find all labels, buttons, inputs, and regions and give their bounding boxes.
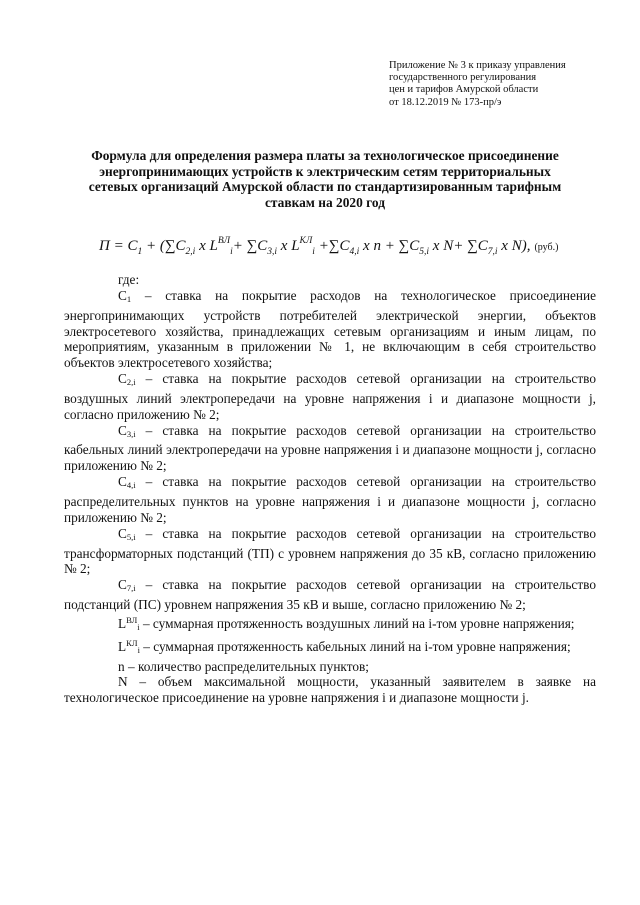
formula-term: +∑C bbox=[314, 238, 350, 254]
definition-text: – ставка на покрытие расходов сетевой организации на строительство распределительных пунктов на уровне напряжения i и диапазоне мощности j, согласно приложению № 2; bbox=[64, 474, 596, 525]
definition-c1 bbox=[64, 288, 596, 371]
appendix-line: Приложение № 3 к приказу управления bbox=[389, 60, 566, 71]
title-line: ставкам на 2020 год bbox=[264, 194, 385, 210]
definition-text: – ставка на покрытие расходов сетевой организации на строительство воздушных линий электропередачи на уровне напряжения i и диапазоне мощности j, согласно приложению № 2; bbox=[64, 371, 596, 422]
formula-subscript: 7,i bbox=[487, 247, 498, 257]
formula-term: х L bbox=[277, 238, 300, 254]
definition-subscript: 5,i bbox=[126, 531, 136, 542]
definition-text: – суммарная протяженность воздушных линий на i-том уровне напряжения; bbox=[139, 615, 575, 631]
definition-c7 bbox=[64, 577, 596, 613]
formula-term: х N), bbox=[497, 238, 531, 254]
definition-text: – ставка на покрытие расходов на технологическое присоединение энергопринимающих устройств потребителей электрической энергии, объектов электросетевого хозяйства, принадлежащих сетевым организациям и иным лицам, по мероприятиям, указанным в приложении № 1, не включающим в себя строительство объектов электросетевого хозяйства; bbox=[64, 287, 596, 371]
definition-c2 bbox=[64, 371, 596, 423]
definition-subscript: 4,i bbox=[126, 480, 136, 491]
definition-c4 bbox=[64, 474, 596, 526]
formula-subscript: i bbox=[312, 247, 315, 257]
definition-text: – количество распределительных пунктов; bbox=[124, 658, 369, 674]
appendix-header bbox=[389, 60, 589, 109]
formula-unit: (руб.) bbox=[534, 242, 559, 253]
definition-symbol: C bbox=[118, 474, 127, 490]
where-label: где: bbox=[118, 272, 140, 287]
formula-subscript: 5,i bbox=[419, 247, 430, 257]
definition-symbol: C bbox=[118, 422, 127, 438]
definition-symbol: C bbox=[118, 577, 127, 593]
definition-l-kl bbox=[64, 636, 596, 659]
formula-term: х L bbox=[195, 238, 218, 254]
definition-subscript: i bbox=[137, 644, 140, 655]
formula-superscript: ВЛ bbox=[217, 236, 231, 246]
definition-symbol: N bbox=[118, 674, 128, 690]
definition-symbol: L bbox=[118, 638, 127, 654]
title-line: сетевых организаций Амурской области по стандартизированным тарифным bbox=[88, 179, 562, 195]
formula-term: + ∑C bbox=[232, 238, 268, 254]
definition-subscript: 2,i bbox=[126, 377, 136, 388]
title-line: Формула для определения размера платы за технологическое присоединение bbox=[91, 148, 559, 163]
definition-c3 bbox=[64, 423, 596, 475]
definition-text: – ставка на покрытие расходов сетевой организации на строительство трансформаторных подстанций (ТП) с уровнем напряжения до 35 кВ, согласно приложению № 2; bbox=[64, 525, 596, 577]
formula-subscript: 1 bbox=[137, 247, 143, 257]
appendix-line: цен и тарифов Амурской области bbox=[389, 84, 539, 96]
formula-superscript: КЛ bbox=[299, 236, 313, 246]
definition-symbol: n bbox=[118, 658, 125, 674]
definition-symbol: L bbox=[118, 615, 127, 631]
definition-N bbox=[64, 674, 596, 706]
definitions-block bbox=[64, 272, 596, 706]
definition-symbol: C bbox=[118, 525, 127, 541]
formula-subscript: 4,i bbox=[349, 247, 360, 257]
formula-term: х n + ∑C bbox=[359, 238, 420, 254]
definition-subscript: 3,i bbox=[126, 428, 136, 439]
title-line: энергопринимающих устройств к электрическим сетям территориальных bbox=[99, 163, 551, 179]
payment-formula bbox=[99, 236, 619, 268]
definition-n bbox=[64, 659, 596, 675]
formula-subscript: i bbox=[230, 247, 233, 257]
appendix-line: государственного регулирования bbox=[389, 72, 537, 84]
definition-subscript: 7,i bbox=[126, 583, 136, 594]
definition-symbol: C bbox=[118, 287, 127, 303]
formula-term: + (∑C bbox=[142, 238, 186, 254]
definition-subscript: i bbox=[137, 621, 140, 632]
definition-c5 bbox=[64, 526, 596, 578]
formula-term: П = C bbox=[99, 238, 138, 254]
formula-subscript: 3,i bbox=[267, 247, 278, 257]
definition-subscript: 1 bbox=[126, 293, 132, 304]
definition-superscript: ВЛ bbox=[126, 614, 138, 625]
formula-expression bbox=[99, 236, 531, 257]
definition-text: – ставка на покрытие расходов сетевой организации на строительство подстанций (ПС) уровнем напряжения 35 кВ и выше, согласно приложению № 2; bbox=[64, 577, 596, 613]
definition-symbol: C bbox=[118, 371, 127, 387]
document-title bbox=[70, 148, 580, 210]
definition-superscript: КЛ bbox=[126, 637, 138, 648]
definition-text: – суммарная протяженность кабельных линий на i-том уровне напряжения; bbox=[139, 638, 571, 654]
definition-text: – ставка на покрытие расходов сетевой организации на строительство кабельных линий электропередачи на уровне напряжения i и диапазоне мощности j, согласно приложению № 2; bbox=[64, 422, 596, 474]
definition-text: – объем максимальной мощности, указанный заявителем в заявке на технологическое присоединение на уровне напряжения i и диапазоне мощности j. bbox=[64, 674, 596, 706]
appendix-line: от 18.12.2019 № 173-пр/э bbox=[389, 96, 502, 108]
formula-subscript: 2,i bbox=[185, 247, 196, 257]
definition-l-vl bbox=[64, 613, 596, 636]
formula-term: х N+ ∑C bbox=[429, 238, 488, 254]
